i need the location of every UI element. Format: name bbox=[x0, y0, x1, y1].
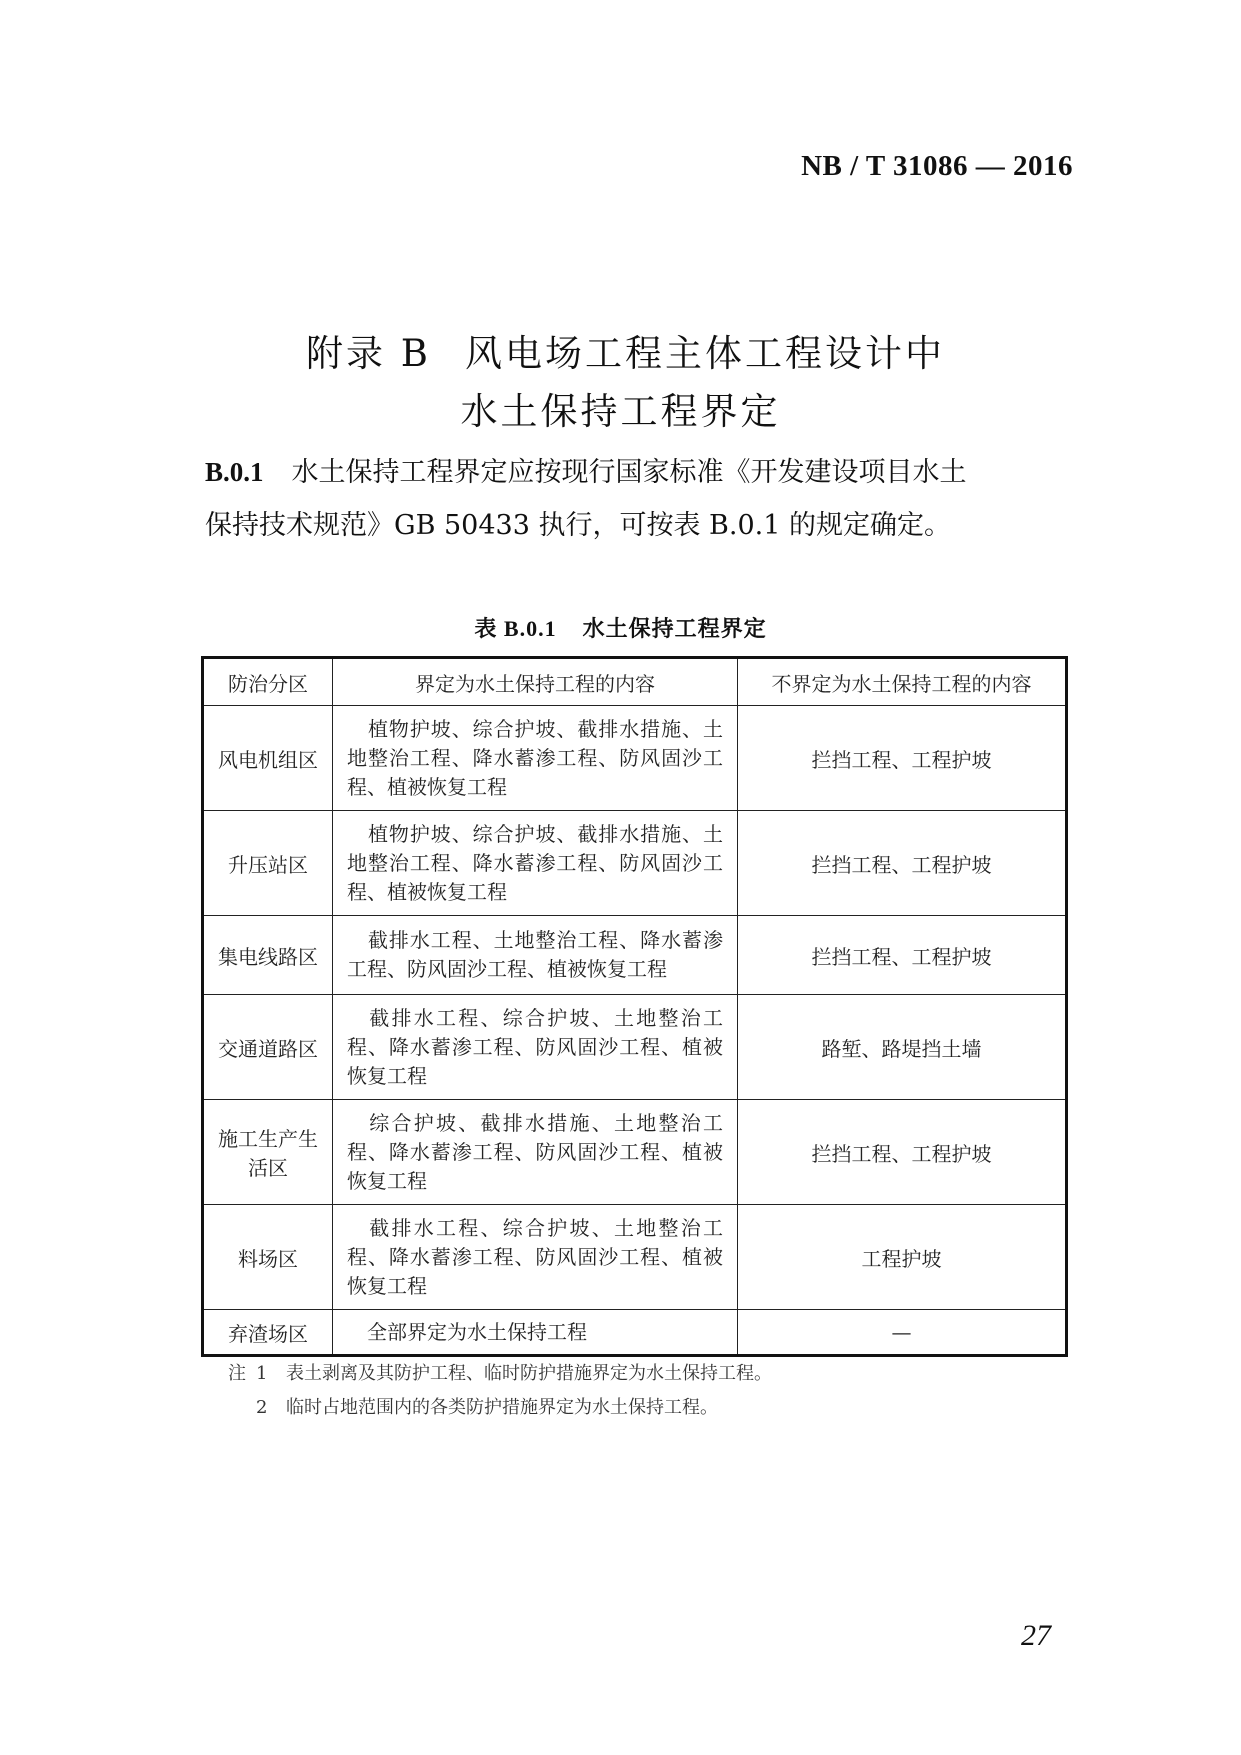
table-row bbox=[203, 811, 1067, 916]
zone-cell: 施工生产生活区 bbox=[203, 1100, 333, 1205]
excluded-cell: 拦挡工程、工程护坡 bbox=[738, 811, 1067, 916]
zone-cell: 升压站区 bbox=[203, 811, 333, 916]
table-row bbox=[203, 1100, 1067, 1205]
excluded-cell: — bbox=[738, 1310, 1067, 1356]
excluded-cell: 路堑、路堤挡土墙 bbox=[738, 995, 1067, 1100]
table-header-row bbox=[203, 658, 1067, 706]
table-row bbox=[203, 916, 1067, 995]
included-cell bbox=[333, 811, 738, 916]
header-excluded: 不界定为水土保持工程的内容 bbox=[738, 658, 1067, 706]
table-notes bbox=[228, 1357, 772, 1425]
appendix-number: 附录 B bbox=[306, 332, 431, 375]
table-row bbox=[203, 995, 1067, 1100]
appendix-title-text: 风电场工程主体工程设计中 bbox=[464, 332, 945, 375]
excluded-cell: 拦挡工程、工程护坡 bbox=[738, 1100, 1067, 1205]
delimitation-table bbox=[201, 656, 1068, 1357]
clause-text-1: 水土保持工程界定应按现行国家标准《开发建设项目水土 bbox=[291, 457, 967, 488]
note-item bbox=[228, 1357, 772, 1391]
excluded-cell: 工程护坡 bbox=[738, 1205, 1067, 1310]
zone-cell: 集电线路区 bbox=[203, 916, 333, 995]
table-row bbox=[203, 1205, 1067, 1310]
appendix-title-line-2: 水土保持工程界定 bbox=[460, 390, 781, 433]
standard-code: NB / T 31086 — 2016 bbox=[801, 150, 1073, 182]
included-cell bbox=[333, 1100, 738, 1205]
table-caption-number: 表 B.0.1 bbox=[474, 616, 557, 641]
excluded-cell: 拦挡工程、工程护坡 bbox=[738, 706, 1067, 811]
table-caption-title: 水土保持工程界定 bbox=[582, 616, 767, 642]
zone-cell: 料场区 bbox=[203, 1205, 333, 1310]
page-number: 27 bbox=[1021, 1619, 1051, 1652]
header-zone: 防治分区 bbox=[203, 658, 333, 706]
table-row bbox=[203, 706, 1067, 811]
included-text: 全部界定为水土保持工程 bbox=[367, 1319, 587, 1344]
clause-paragraph bbox=[205, 446, 1075, 552]
table-caption bbox=[0, 612, 1241, 643]
table-row bbox=[203, 1310, 1067, 1356]
note-text: 表土剥离及其防护工程、临时防护措施界定为水土保持工程。 bbox=[286, 1363, 772, 1384]
included-text: 截排水工程、土地整治工程、降水蓄渗工程、防风固沙工程、植被恢复工程 bbox=[347, 928, 723, 981]
excluded-cell: 拦挡工程、工程护坡 bbox=[738, 916, 1067, 995]
clause-line-2: 保持技术规范》GB 50433 执行，可按表 B.0.1 的规定确定。 bbox=[205, 510, 951, 541]
included-text: 植物护坡、综合护坡、截排水措施、土地整治工程、降水蓄渗工程、防风固沙工程、植被恢复工程 bbox=[347, 821, 723, 904]
notes-lead: 注 bbox=[228, 1363, 246, 1384]
clause-number: B.0.1 bbox=[205, 457, 264, 487]
appendix-title-line-1 bbox=[0, 332, 1241, 375]
note-text: 临时占地范围内的各类防护措施界定为水土保持工程。 bbox=[286, 1397, 718, 1418]
zone-cell: 弃渣场区 bbox=[203, 1310, 333, 1356]
included-cell bbox=[333, 1205, 738, 1310]
note-number: 1 bbox=[256, 1363, 268, 1384]
included-text: 截排水工程、综合护坡、土地整治工程、降水蓄渗工程、防风固沙工程、植被恢复工程 bbox=[347, 1215, 723, 1298]
note-item bbox=[228, 1391, 772, 1425]
zone-cell: 风电机组区 bbox=[203, 706, 333, 811]
included-cell bbox=[333, 995, 738, 1100]
included-text: 综合护坡、截排水措施、土地整治工程、降水蓄渗工程、防风固沙工程、植被恢复工程 bbox=[347, 1110, 723, 1193]
included-cell bbox=[333, 916, 738, 995]
included-cell bbox=[333, 1310, 738, 1356]
note-number: 2 bbox=[256, 1397, 268, 1418]
included-text: 植物护坡、综合护坡、截排水措施、土地整治工程、降水蓄渗工程、防风固沙工程、植被恢复工程 bbox=[347, 716, 723, 799]
clause-line-1 bbox=[205, 446, 1075, 499]
header-included: 界定为水土保持工程的内容 bbox=[333, 658, 738, 706]
included-text: 截排水工程、综合护坡、土地整治工程、降水蓄渗工程、防风固沙工程、植被恢复工程 bbox=[347, 1005, 723, 1088]
included-cell bbox=[333, 706, 738, 811]
zone-cell: 交通道路区 bbox=[203, 995, 333, 1100]
